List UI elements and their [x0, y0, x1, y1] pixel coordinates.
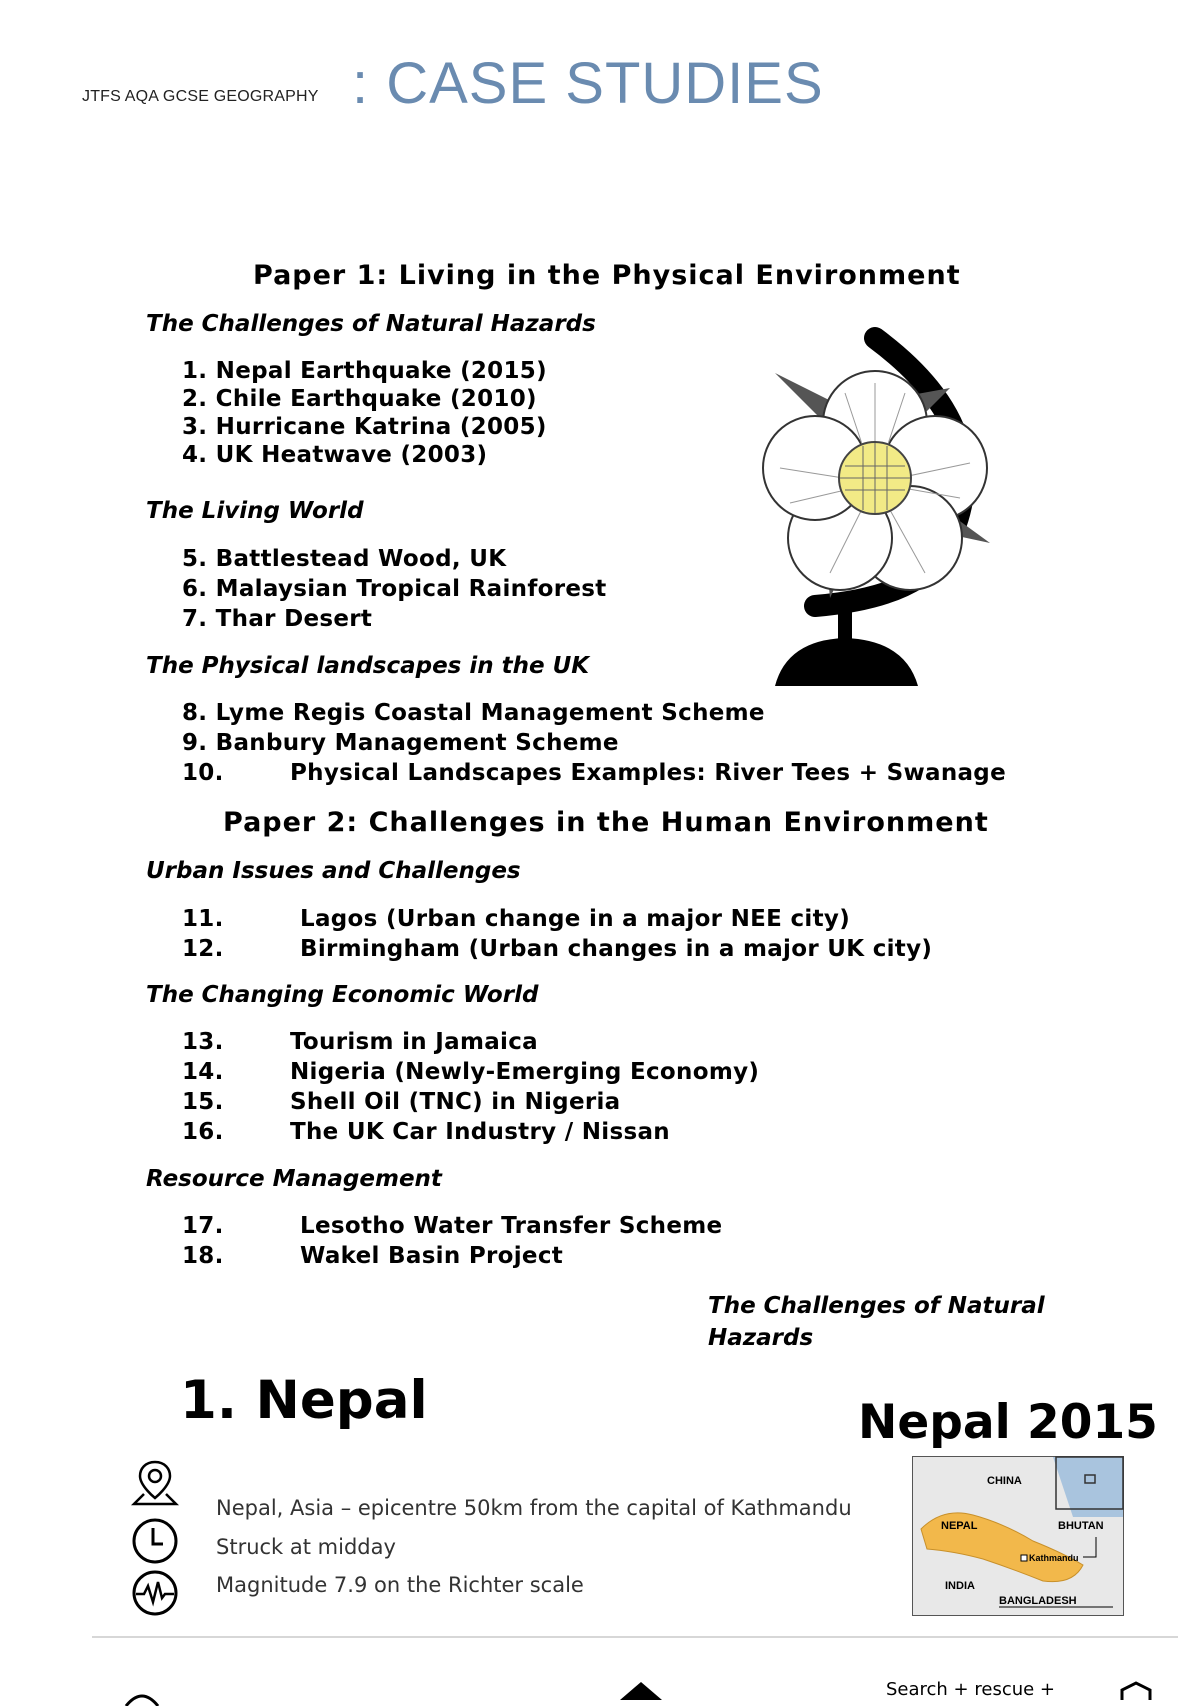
section-resource-management: Resource Management [146, 1166, 442, 1192]
list-item: 7. Thar Desert [182, 606, 373, 632]
fact-location: Nepal, Asia – epicentre 50km from the capital of Kathmandu [216, 1496, 852, 1520]
fact-time: Struck at midday [216, 1535, 396, 1559]
seismograph-icon [130, 1568, 180, 1618]
list-item: 4. UK Heatwave (2003) [182, 442, 488, 468]
list-item: 2. Chile Earthquake (2010) [182, 386, 537, 412]
map-label-nepal: NEPAL [941, 1520, 978, 1532]
list-item: 17. Lesotho Water Transfer Scheme [182, 1213, 723, 1239]
list-item: 1. Nepal Earthquake (2015) [182, 358, 547, 384]
cutoff-heading: The Challenges of Natural Hazards [708, 1293, 1045, 1351]
section-economic-world: The Changing Economic World [146, 982, 539, 1008]
clock-icon [130, 1516, 180, 1566]
case-title: 1. Nepal [180, 1370, 428, 1431]
list-item: 15. Shell Oil (TNC) in Nigeria [182, 1089, 621, 1115]
map-label-bangladesh: BANGLADESH [999, 1595, 1077, 1607]
rose-globe-illustration [735, 328, 1025, 690]
section-natural-hazards: The Challenges of Natural Hazards [146, 311, 596, 337]
map-title: Nepal 2015 [858, 1395, 1158, 1450]
map-label-india: INDIA [945, 1580, 975, 1592]
list-item: 16. The UK Car Industry / Nissan [182, 1119, 670, 1145]
list-item: 18. Wakel Basin Project [182, 1243, 564, 1269]
list-item: 9. Banbury Management Scheme [182, 730, 619, 756]
header-title: : CASE STUDIES [352, 51, 824, 116]
map-label-china: CHINA [987, 1475, 1022, 1487]
fact-magnitude: Magnitude 7.9 on the Richter scale [216, 1573, 584, 1597]
section-physical-landscapes: The Physical landscapes in the UK [146, 653, 590, 679]
header-subtitle: JTFS AQA GCSE GEOGRAPHY [82, 88, 319, 105]
location-pin-icon [130, 1458, 180, 1508]
list-item: 8. Lyme Regis Coastal Management Scheme [182, 700, 765, 726]
list-item: 11. Lagos (Urban change in a major NEE city) [182, 906, 851, 932]
partial-icon-left [122, 1686, 162, 1706]
house-roof-icon [616, 1680, 666, 1700]
paper1-title: Paper 1: Living in the Physical Environment [253, 260, 961, 291]
list-item: 6. Malaysian Tropical Rainforest [182, 576, 607, 602]
list-item: 10. Physical Landscapes Examples: River Tees + Swanage [182, 760, 1006, 786]
list-item: 14. Nigeria (Newly-Emerging Economy) [182, 1059, 760, 1085]
map-label-kathmandu: Kathmandu [1029, 1553, 1079, 1563]
nepal-map [912, 1456, 1124, 1616]
paper2-title: Paper 2: Challenges in the Human Environment [223, 807, 989, 838]
list-item: 5. Battlestead Wood, UK [182, 546, 507, 572]
map-label-bhutan: BHUTAN [1058, 1520, 1104, 1532]
shield-icon [1116, 1680, 1156, 1700]
bottom-response-text: Search + rescue + [886, 1679, 1056, 1700]
list-item: 12. Birmingham (Urban changes in a major UK city) [182, 936, 933, 962]
divider [92, 1636, 1178, 1638]
list-item: 3. Hurricane Katrina (2005) [182, 414, 547, 440]
list-item: 13. Tourism in Jamaica [182, 1029, 538, 1055]
section-urban-issues: Urban Issues and Challenges [146, 858, 521, 884]
section-living-world: The Living World [146, 498, 364, 524]
